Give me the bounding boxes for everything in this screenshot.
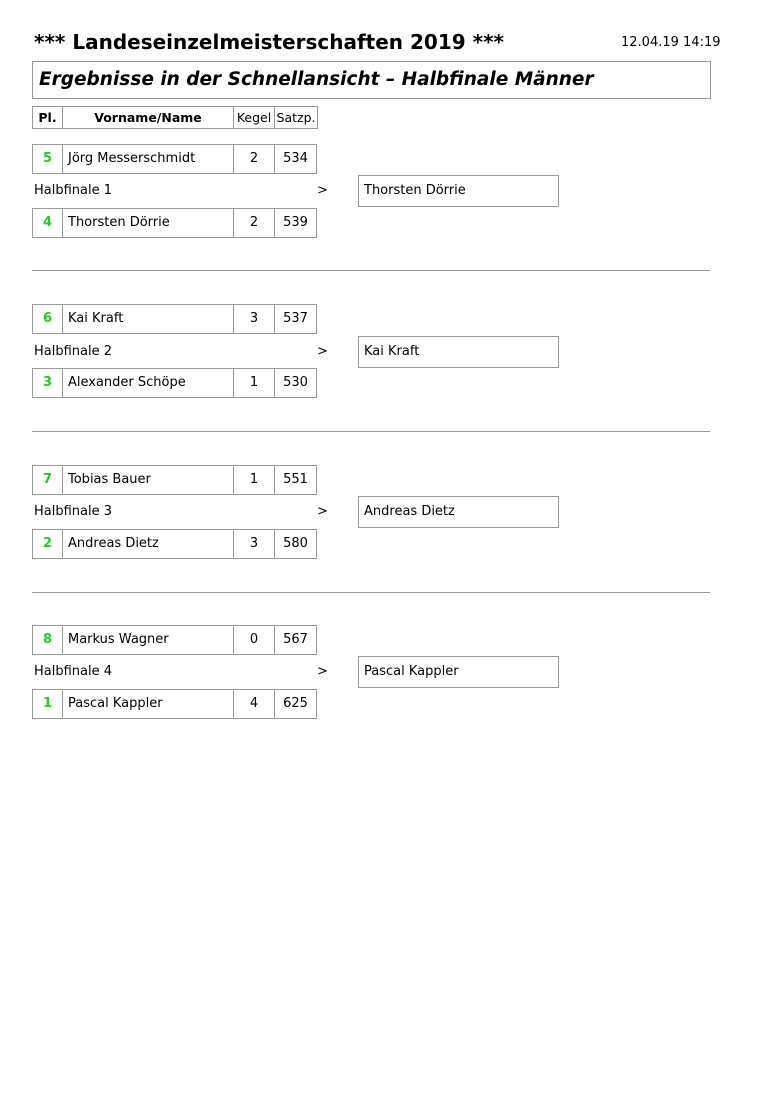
player-row xyxy=(32,465,317,495)
col-name: Vorname/Name xyxy=(63,107,234,128)
page-title: *** Landeseinzelmeisterschaften 2019 *** xyxy=(34,30,504,54)
arrow-indicator: > xyxy=(317,183,328,198)
player-kegel: 3 xyxy=(234,305,275,333)
player-name: Tobias Bauer xyxy=(63,466,234,494)
match-label: Halbfinale 4 xyxy=(34,664,113,679)
player-satzp: 539 xyxy=(283,215,308,230)
player-name: Thorsten Dörrie xyxy=(63,209,234,237)
timestamp: 12.04.19 14:19 xyxy=(621,35,721,50)
arrow-indicator: > xyxy=(317,344,328,359)
player-kegel: 0 xyxy=(234,626,275,654)
player-satzp: 567 xyxy=(283,632,308,647)
winner-box: Thorsten Dörrie xyxy=(358,175,559,207)
player-row xyxy=(32,689,317,719)
player-row xyxy=(32,368,317,398)
arrow-indicator: > xyxy=(317,504,328,519)
player-name: Pascal Kappler xyxy=(63,690,234,718)
player-satzp: 530 xyxy=(283,375,308,390)
player-rank: 1 xyxy=(33,690,63,718)
arrow-indicator: > xyxy=(317,664,328,679)
player-kegel: 4 xyxy=(234,690,275,718)
subtitle-box xyxy=(32,61,711,99)
player-kegel: 1 xyxy=(234,466,275,494)
match-label: Halbfinale 2 xyxy=(34,344,113,359)
winner-box: Andreas Dietz xyxy=(358,496,559,528)
column-header xyxy=(32,106,318,129)
player-rank: 5 xyxy=(33,145,63,173)
player-satzp: 551 xyxy=(283,472,308,487)
player-name: Alexander Schöpe xyxy=(63,369,234,397)
player-rank: 8 xyxy=(33,626,63,654)
separator xyxy=(32,270,710,271)
player-satzp: 580 xyxy=(283,536,308,551)
col-satzp: Satzp. xyxy=(276,110,316,125)
player-satzp: 625 xyxy=(283,696,308,711)
player-name: Andreas Dietz xyxy=(63,530,234,558)
player-rank: 2 xyxy=(33,530,63,558)
player-row xyxy=(32,625,317,655)
player-satzp: 537 xyxy=(283,311,308,326)
player-kegel: 2 xyxy=(234,145,275,173)
player-row xyxy=(32,144,317,174)
player-row xyxy=(32,208,317,238)
separator xyxy=(32,592,710,593)
player-row xyxy=(32,304,317,334)
col-pl: Pl. xyxy=(33,107,63,128)
player-rank: 3 xyxy=(33,369,63,397)
player-rank: 6 xyxy=(33,305,63,333)
match-label: Halbfinale 1 xyxy=(34,183,113,198)
player-satzp: 534 xyxy=(283,151,308,166)
col-kegel: Kegel xyxy=(234,107,275,128)
match-label: Halbfinale 3 xyxy=(34,504,113,519)
winner-box: Pascal Kappler xyxy=(358,656,559,688)
winner-box: Kai Kraft xyxy=(358,336,559,368)
player-rank: 4 xyxy=(33,209,63,237)
player-name: Jörg Messerschmidt xyxy=(63,145,234,173)
player-kegel: 1 xyxy=(234,369,275,397)
separator xyxy=(32,431,710,432)
subtitle: Ergebnisse in der Schnellansicht – Halbfinale Männer xyxy=(39,69,594,90)
player-kegel: 3 xyxy=(234,530,275,558)
player-name: Markus Wagner xyxy=(63,626,234,654)
player-row xyxy=(32,529,317,559)
player-kegel: 2 xyxy=(234,209,275,237)
player-rank: 7 xyxy=(33,466,63,494)
player-name: Kai Kraft xyxy=(63,305,234,333)
